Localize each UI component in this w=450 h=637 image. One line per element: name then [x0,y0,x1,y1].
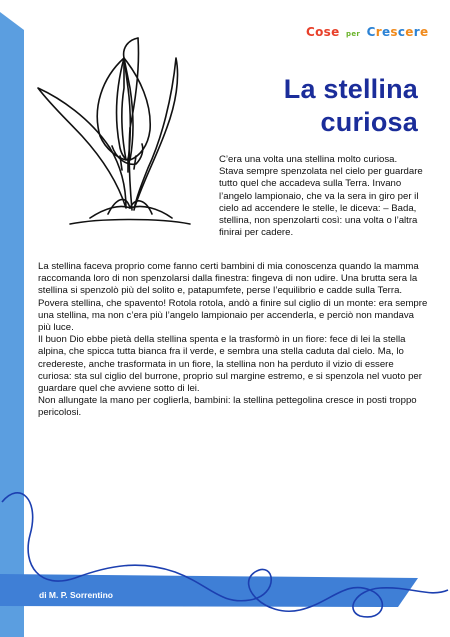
title-line-1: La stellina [283,74,418,104]
story-paragraph: Povera stellina, che spavento! Rotola rotola, andò a finire sul ciglio di un monte: era sempre una stellina, ma non c’era più l’angelo lampionaio per accenderla, e perciò non mandava più luce. [38,297,428,334]
intro-paragraph: C’era una volta una stellina molto curiosa. Stava sempre spenzolata nel cielo per guardare tutto quel che accadeva sulla Terra. Invano l’angelo lampionaio, che va la sera in giro per il cielo ad accendere le stelle, le diceva: – Bada, stellina, non spenzolarti così: una volta o l’altra finirai per cadere. [219,154,423,239]
logo-word-cose: Cose [306,25,340,39]
logo-word-crescere: Crescere [366,25,429,39]
snowdrop-flower-illustration [30,18,215,233]
page-title [284,73,418,139]
decorative-squiggle-line [0,440,450,637]
story-paragraph: Non allungate la mano per coglierla, bambini: la stellina pettegolina cresce in posti troppo pericolosi. [38,395,417,419]
site-logo [306,25,428,39]
title-line-2: curiosa [320,107,418,137]
story-paragraph: Il buon Dio ebbe pietà della stellina spenta e la trasformò in un fiore: fece di lei la stella alpina, che spicca tutta bianca fra il verde, e sembra una stella caduta dal cielo. Ma, lo credereste, anche trasformata in un fiore, la stellina non ha perduto il vizio di essere curiosa: sta sul ciglio del burrone, proprio sul margine estremo, e si spenzola nel vuoto per guardare quel che avviene sotto di lei. [38,334,422,395]
author-credit: di M. P. Sorrentino [39,590,113,600]
story-body [38,261,428,420]
story-paragraph: La stellina faceva proprio come fanno certi bambini di mia conoscenza quando la mamma raccomanda loro di non spenzolarsi dalla finestra: fingeva di non udire. Una brutta sera la stellina si spenzolò più del solito e, patapumfete, perse l’equilibrio e cadde sulla Terra. [38,261,419,297]
logo-word-per: per [346,30,361,38]
